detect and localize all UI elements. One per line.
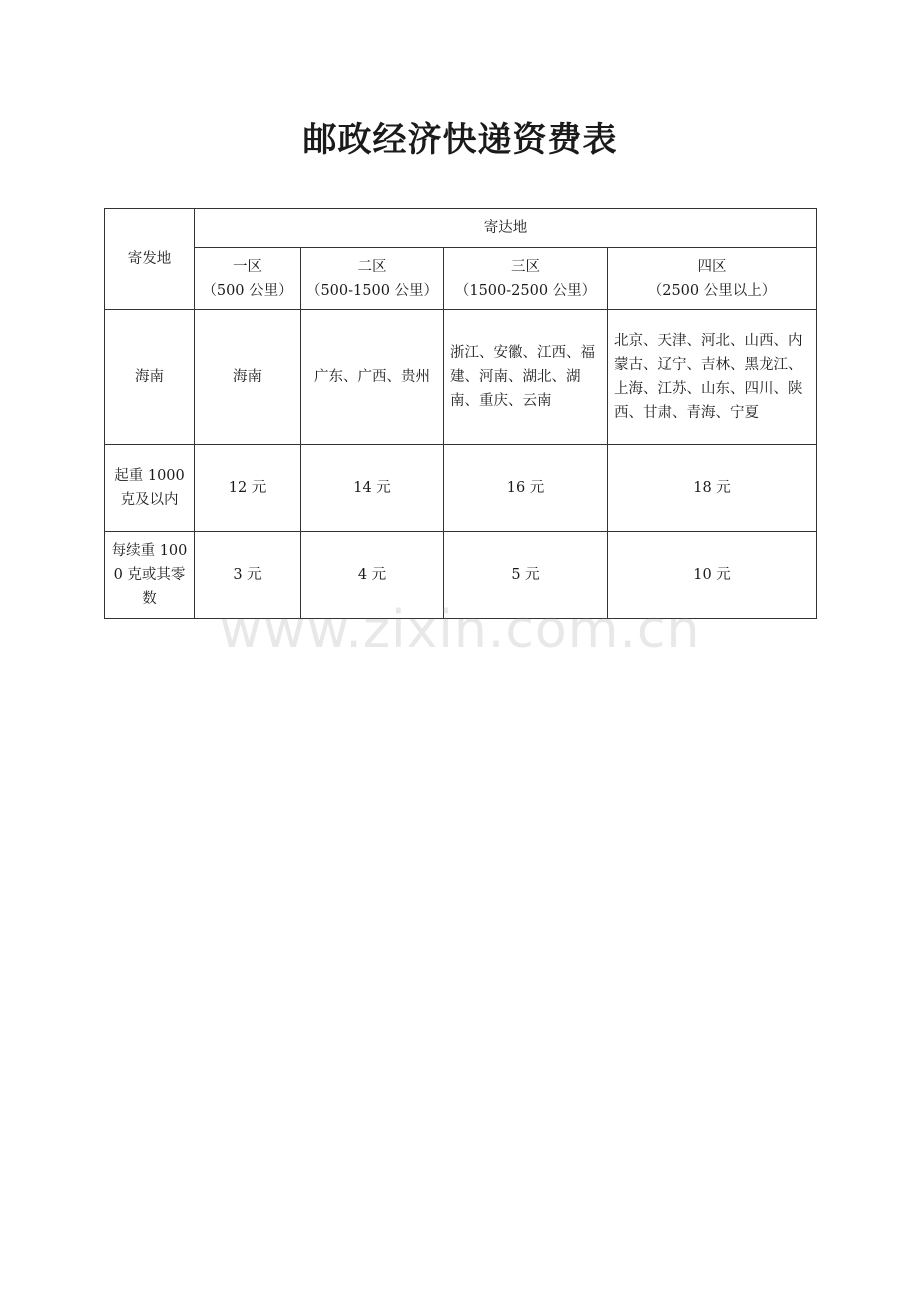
zone-header-4 — [608, 248, 817, 310]
zone-range: （1500-2500 公里） — [454, 282, 597, 299]
postal-rates-table — [104, 208, 817, 619]
first-weight-price-zone-1: 12 元 — [195, 445, 301, 532]
zone-range: （500-1500 公里） — [305, 282, 439, 299]
destination-header-cell: 寄达地 — [195, 209, 817, 248]
table-row — [105, 310, 817, 445]
zone-range: （500 公里） — [202, 282, 293, 299]
table-header-row — [105, 209, 817, 248]
destination-cell-zone-3: 浙江、安徽、江西、福建、河南、湖北、湖南、重庆、云南 — [444, 310, 608, 445]
table-row — [105, 445, 817, 532]
zone-range: （2500 公里以上） — [647, 282, 777, 299]
first-weight-price-zone-4: 18 元 — [608, 445, 817, 532]
first-weight-price-zone-3: 16 元 — [444, 445, 608, 532]
additional-weight-price-zone-4: 10 元 — [608, 532, 817, 619]
zone-header-row — [105, 248, 817, 310]
zone-name: 三区 — [511, 258, 540, 275]
zone-header-1 — [195, 248, 301, 310]
zone-name: 四区 — [697, 258, 727, 275]
additional-weight-price-zone-3: 5 元 — [444, 532, 608, 619]
destination-cell-zone-4: 北京、天津、河北、山西、内蒙古、辽宁、吉林、黑龙江、上海、江苏、山东、四川、陕西、甘肃、青海、宁夏 — [608, 310, 817, 445]
zone-header-3 — [444, 248, 608, 310]
additional-weight-label: 每续重 1000 克或其零数 — [105, 532, 195, 619]
origin-header-cell: 寄发地 — [105, 209, 195, 310]
table-row — [105, 532, 817, 619]
destination-cell-zone-1: 海南 — [195, 310, 301, 445]
additional-weight-price-zone-2: 4 元 — [301, 532, 444, 619]
first-weight-price-zone-2: 14 元 — [301, 445, 444, 532]
origin-cell: 海南 — [105, 310, 195, 445]
additional-weight-price-zone-1: 3 元 — [195, 532, 301, 619]
page-title: 邮政经济快递资费表 — [302, 120, 618, 160]
zone-name: 一区 — [233, 258, 262, 275]
zone-header-2 — [301, 248, 444, 310]
zone-name: 二区 — [357, 258, 387, 275]
watermark: www.zixin.com.cn — [219, 600, 701, 660]
destination-cell-zone-2: 广东、广西、贵州 — [301, 310, 444, 445]
first-weight-label: 起重 1000 克及以内 — [105, 445, 195, 532]
